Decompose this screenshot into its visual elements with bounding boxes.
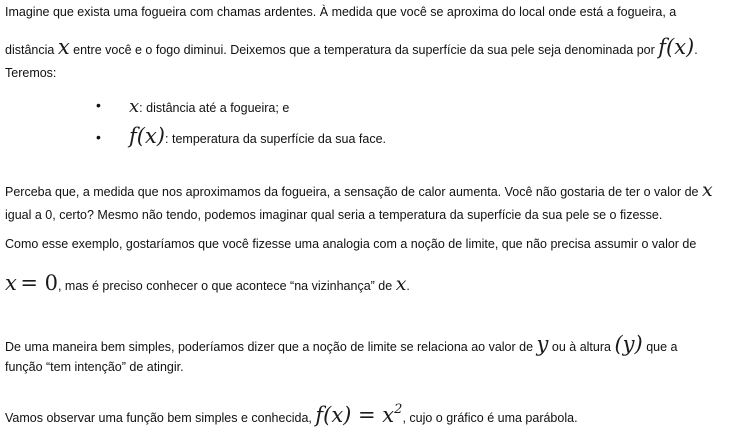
text: Perceba que, a medida que nos aproximamos da fogueira, a sensação de calor aumenta. Você não gostaria de ter o valor de	[5, 185, 699, 199]
math-y-paren: (y)	[614, 332, 643, 356]
text: , mas é preciso conhecer o que acontece “na vizinhança” de	[57, 279, 393, 293]
math-x: x	[395, 273, 407, 295]
paragraph-3-line-2	[5, 271, 410, 295]
paragraph-3-line-1	[5, 236, 696, 252]
text: :	[139, 101, 143, 115]
math-x: x	[5, 271, 17, 295]
bullet-marker: •	[96, 129, 101, 145]
text: Como esse exemplo, gostaríamos que você fizesse uma analogia com a noção de limite, que não precisa assumir o valor de	[5, 237, 697, 251]
paragraph-4-line-2	[5, 359, 184, 375]
bullet-item-2	[129, 124, 386, 148]
text: distância até a fogueira; e	[146, 101, 290, 115]
paragraph-2-line-2	[5, 207, 662, 223]
text: igual a 0, certo? Mesmo não tendo, podemos imaginar qual seria a temperatura da superfície da sua pele se o fizesse.	[5, 208, 663, 222]
bullet-marker: •	[96, 97, 101, 113]
text: .	[694, 43, 698, 57]
math-x: x	[57, 35, 70, 59]
text: De uma maneira bem simples, poderíamos dizer que a noção de limite se relaciona ao valor de	[5, 340, 534, 354]
text: .	[406, 279, 410, 293]
paragraph-1-line-1	[5, 4, 676, 20]
text: Vamos observar uma função bem simples e conhecida,	[5, 411, 312, 425]
math-x: x	[701, 179, 713, 201]
math-x: x	[129, 96, 140, 117]
math-fx: f(x)	[129, 124, 166, 148]
text: Teremos:	[5, 66, 57, 80]
paragraph-1-line-2	[5, 35, 698, 59]
paragraph-4-line-1	[5, 332, 678, 356]
bullet-item-1	[129, 96, 289, 117]
math-equals-zero: = 0	[20, 271, 58, 295]
math-y: y	[536, 332, 549, 356]
paragraph-1-line-3	[5, 65, 56, 81]
paragraph-5	[5, 402, 578, 427]
text: , cujo o gráfico é uma parábola.	[402, 411, 578, 425]
text: distância	[5, 43, 55, 57]
text: Imagine que exista uma fogueira com chamas ardentes. À medida que você se aproxima do local onde está a fogueira, a	[5, 5, 677, 19]
text: função “tem intenção” de atingir.	[5, 360, 184, 374]
text: temperatura da superfície da sua face.	[171, 132, 386, 146]
text: :	[165, 132, 169, 146]
text: que a	[646, 340, 678, 354]
math-exponent: 2	[394, 402, 403, 417]
math-fx: f(x)	[658, 35, 695, 59]
text: ou à altura	[551, 340, 611, 354]
text: entre você e o fogo diminui. Deixemos que a temperatura da superfície da sua pele seja denominada por	[73, 43, 655, 57]
math-fx-equals-x-squared: f(x) = x	[315, 403, 395, 427]
paragraph-2-line-1	[5, 179, 713, 201]
